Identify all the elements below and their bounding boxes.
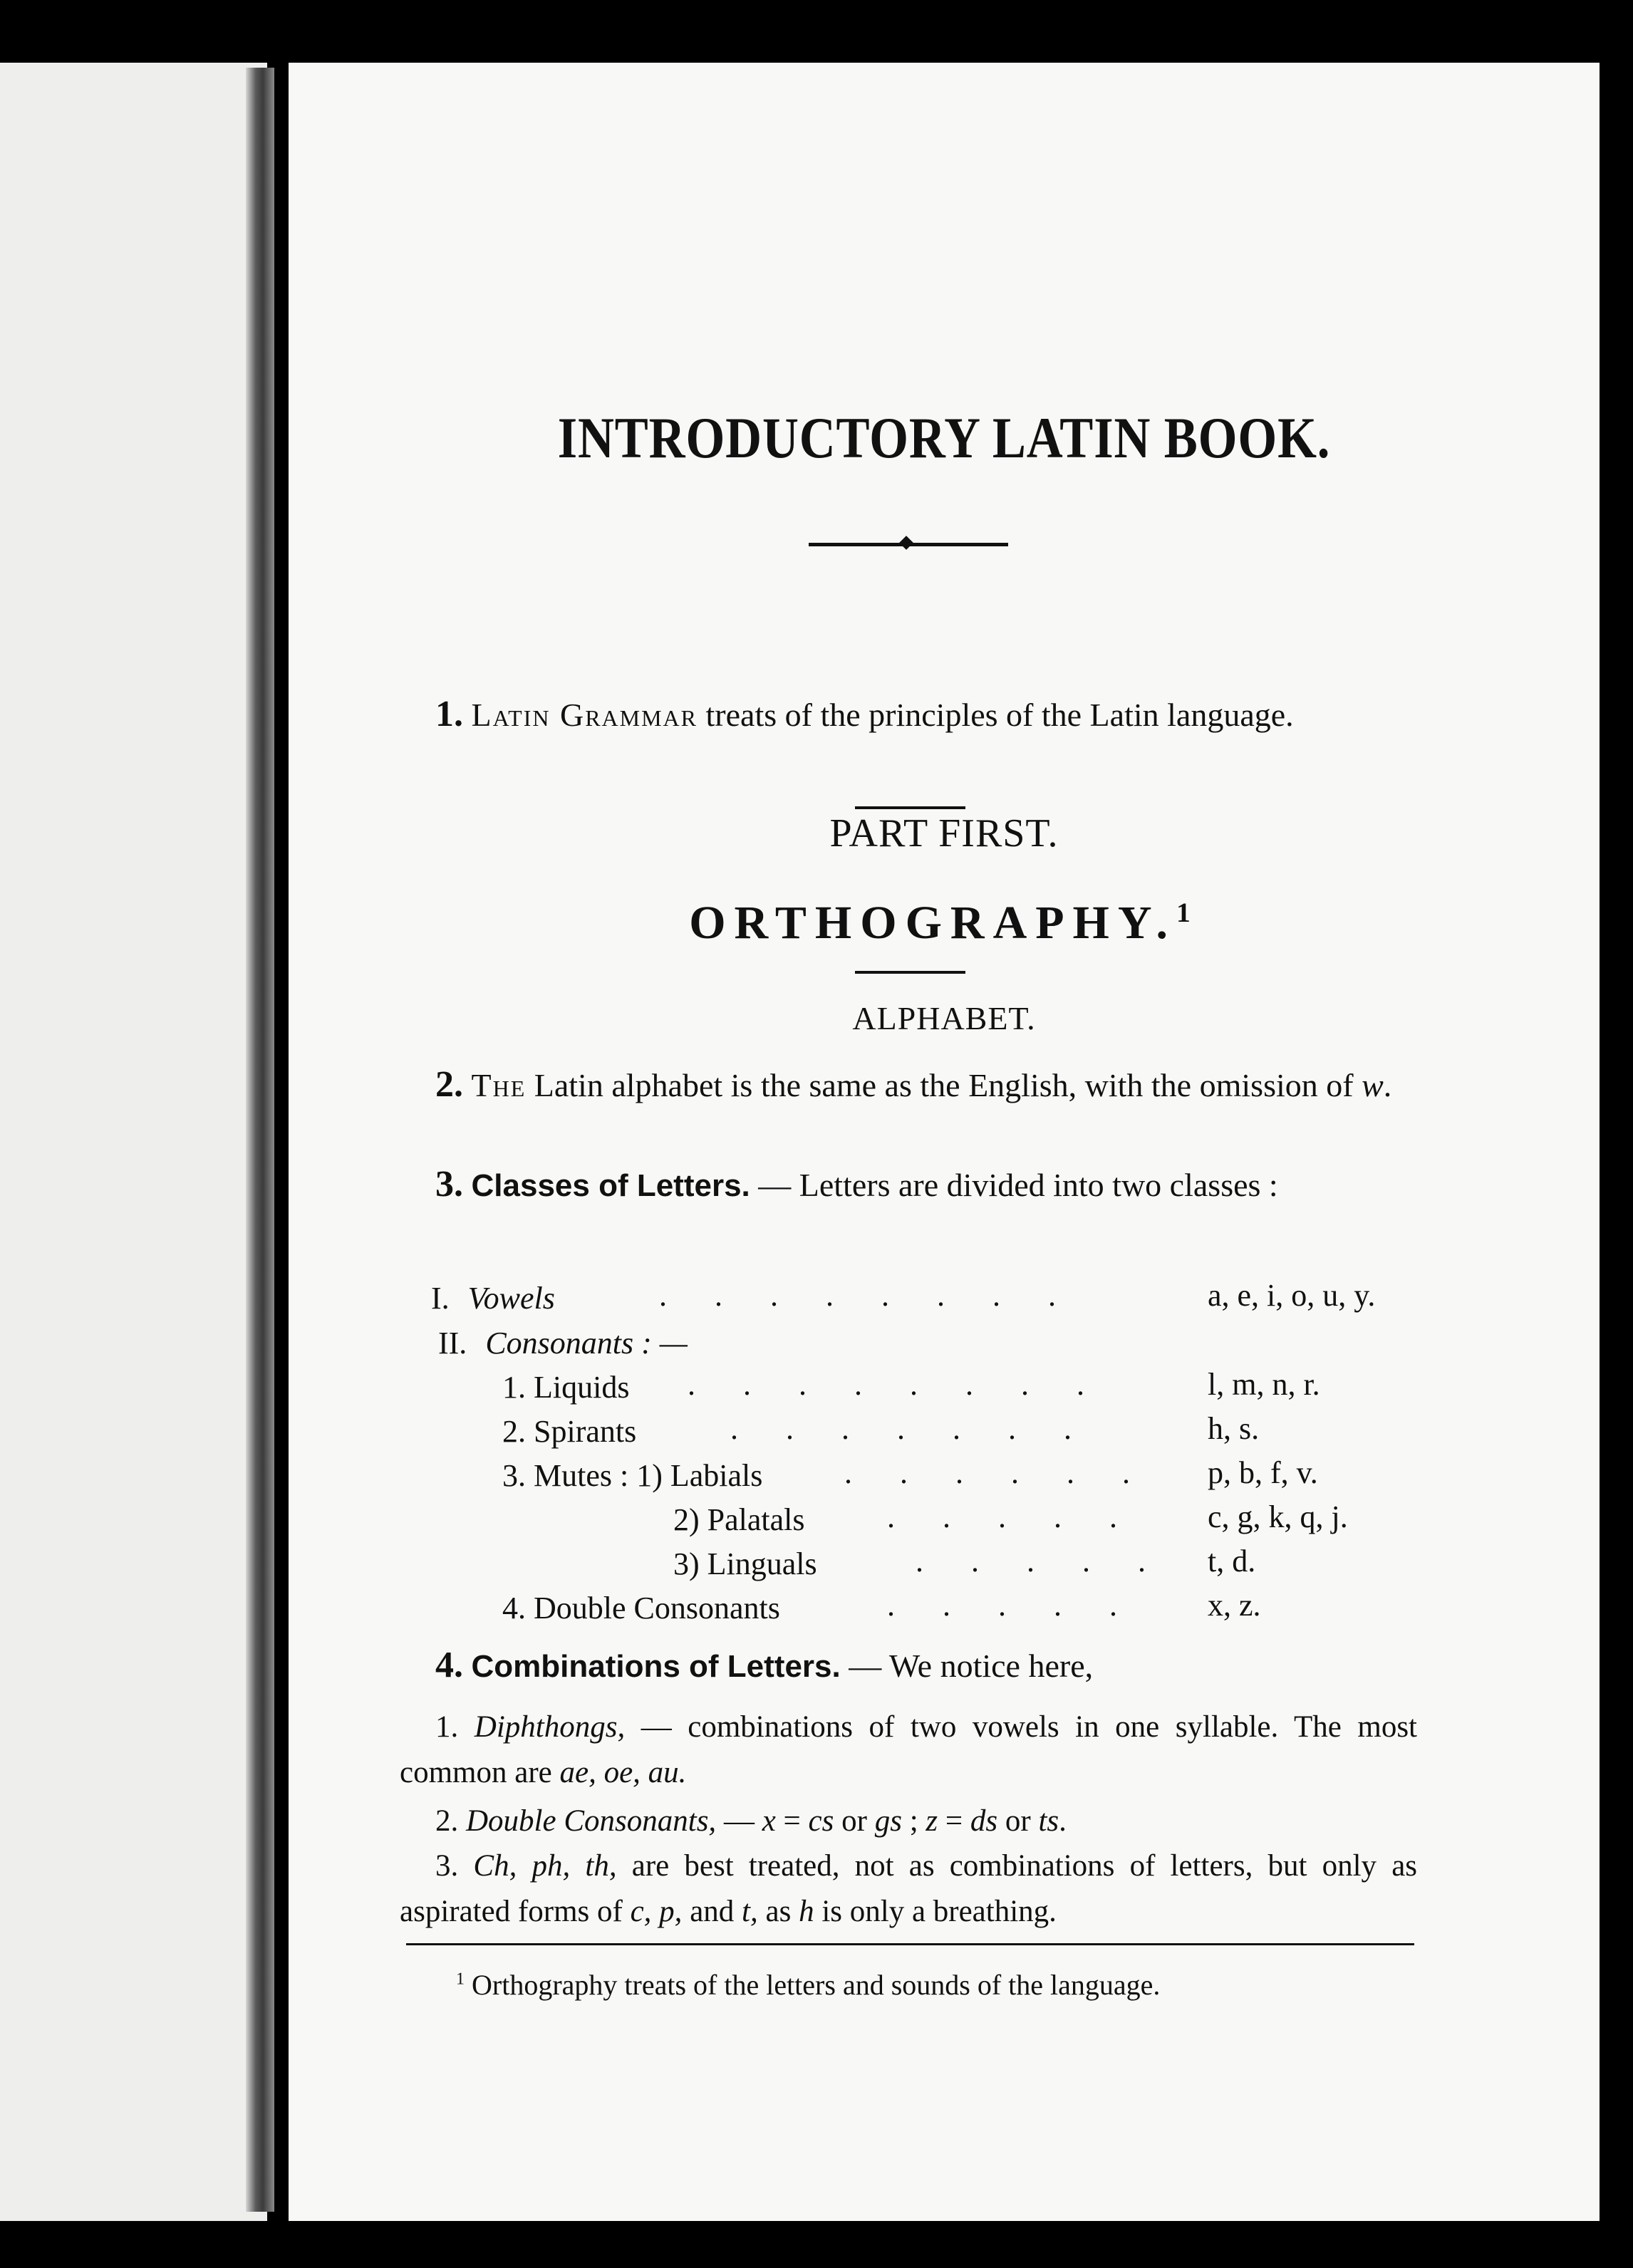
section-number: 2. xyxy=(435,1064,463,1105)
section-1-paragraph xyxy=(400,690,1417,740)
or: or xyxy=(834,1804,875,1838)
table-row xyxy=(431,1277,555,1320)
dash: — xyxy=(716,1804,762,1838)
section-4-heading: Combinations of Letters. xyxy=(471,1649,841,1684)
item-text: are best treated, not as combinations of letters, but only as aspirated forms of xyxy=(400,1849,1418,1928)
section-4-text: — We notice here, xyxy=(840,1648,1094,1684)
letter: ds xyxy=(970,1804,998,1838)
row-name: 2) Palatals xyxy=(673,1502,805,1537)
row-name: Double Consonants xyxy=(534,1591,780,1625)
leader-dots: . . . . . xyxy=(916,1544,1166,1578)
letters: c, p, xyxy=(630,1895,683,1928)
title-ornament-rule xyxy=(809,543,1008,546)
row-label: I. xyxy=(431,1281,450,1316)
section-2-paragraph xyxy=(400,1060,1417,1110)
table-row xyxy=(673,1543,817,1586)
row-name: Liquids xyxy=(534,1370,630,1405)
row-name: Vowels xyxy=(467,1281,555,1316)
term: Double Consonants, xyxy=(466,1804,717,1838)
section-1-text: treats of the principles of the Latin language. xyxy=(698,697,1294,733)
section-3-text: — Letters are divided into two classes : xyxy=(750,1167,1278,1203)
letter: gs xyxy=(874,1804,902,1838)
item-number: 1. xyxy=(435,1710,459,1744)
or: or xyxy=(997,1804,1039,1838)
footnote-text: Orthography treats of the letters and sounds of the language. xyxy=(465,1969,1161,2001)
row-value: l, m, n, r. xyxy=(1208,1367,1320,1402)
section-number: 3. xyxy=(435,1164,463,1205)
item-number: 2. xyxy=(435,1804,459,1838)
row-label: 3. xyxy=(502,1458,526,1493)
part-heading: PART FIRST. xyxy=(829,811,1059,855)
section-4-paragraph xyxy=(400,1640,1417,1692)
examples: ae, oe, au. xyxy=(559,1756,687,1789)
ornament-diamond xyxy=(899,536,913,550)
leader-dots: . . . . . xyxy=(887,1499,1137,1534)
leader-dots: . . . . . . xyxy=(844,1455,1150,1490)
item-text: is only a breathing. xyxy=(814,1895,1057,1928)
leader-dots: . . . . . . . . xyxy=(659,1278,1076,1313)
equals: = xyxy=(938,1804,970,1838)
table-row xyxy=(502,1587,780,1630)
section-number: 4. xyxy=(435,1645,463,1685)
item-text: — combinations of two vowels in one syllable. The most common are xyxy=(400,1710,1418,1789)
footnote xyxy=(456,1968,1160,2002)
row-value: c, g, k, q, j. xyxy=(1208,1499,1348,1534)
letter: z xyxy=(926,1804,938,1838)
row-label: II. xyxy=(438,1326,467,1361)
letter: h xyxy=(799,1895,814,1928)
item-number: 3. xyxy=(435,1849,459,1883)
section-2-end: . xyxy=(1383,1067,1392,1103)
row-value: t, d. xyxy=(1208,1544,1256,1578)
letter: cs xyxy=(808,1804,834,1838)
row-label: 2. xyxy=(502,1414,526,1449)
section-2-lead: The xyxy=(471,1067,527,1103)
combination-3 xyxy=(400,1843,1417,1935)
term: Diphthongs, xyxy=(474,1710,626,1744)
row-value: p, b, f, v. xyxy=(1208,1455,1318,1490)
left-page-edge xyxy=(0,63,267,2221)
row-label: 4. xyxy=(502,1591,526,1625)
leader-dots: . . . . . . . . xyxy=(688,1367,1104,1402)
and: and xyxy=(682,1895,742,1928)
alphabet-heading: ALPHABET. xyxy=(852,1000,1036,1036)
section-3-heading: Classes of Letters. xyxy=(471,1168,750,1203)
row-name: Mutes : 1) Labials xyxy=(534,1458,763,1493)
equals: = xyxy=(775,1804,809,1838)
leader-dots: . . . . . . . xyxy=(730,1411,1092,1446)
footnote-marker: 1 xyxy=(1176,897,1199,928)
section-1-lead: Latin Grammar xyxy=(471,697,698,733)
letter-w: w xyxy=(1362,1067,1384,1103)
letter: t, xyxy=(742,1895,758,1928)
as: as xyxy=(757,1895,799,1928)
combination-1 xyxy=(400,1705,1417,1796)
row-value: x, z. xyxy=(1208,1588,1261,1623)
section-number: 1. xyxy=(435,694,463,734)
book-gutter xyxy=(246,68,274,2212)
table-row xyxy=(502,1366,629,1409)
row-name: Spirants xyxy=(534,1414,637,1449)
section-3-paragraph xyxy=(400,1160,1417,1211)
book-page xyxy=(289,63,1600,2221)
table-row xyxy=(502,1410,636,1453)
table-row xyxy=(673,1499,805,1541)
row-name: 3) Linguals xyxy=(673,1546,817,1581)
footnote-mark: 1 xyxy=(456,1970,465,1989)
divider-rule xyxy=(855,971,965,974)
table-row xyxy=(438,1322,688,1365)
combination-2 xyxy=(400,1799,1417,1844)
divider-rule xyxy=(855,806,965,809)
letter: ts xyxy=(1038,1804,1059,1838)
table-row xyxy=(502,1455,762,1497)
letter: x xyxy=(762,1804,776,1838)
leader-dots: . . . . . xyxy=(887,1588,1137,1623)
period: . xyxy=(1059,1804,1067,1838)
orthography-heading-text: ORTHOGRAPHY. xyxy=(689,897,1176,949)
row-value: h, s. xyxy=(1208,1411,1260,1446)
term: Ch, ph, th, xyxy=(473,1849,617,1883)
row-value: a, e, i, o, u, y. xyxy=(1208,1278,1376,1313)
footnote-rule xyxy=(406,1943,1414,1945)
row-label: 1. xyxy=(502,1370,526,1405)
orthography-heading xyxy=(289,896,1600,950)
section-2-text: Latin alphabet is the same as the English, with the omission of xyxy=(526,1067,1362,1103)
page-title: INTRODUCTORY LATIN BOOK. xyxy=(557,405,1331,470)
separator: ; xyxy=(901,1804,926,1838)
row-name: Consonants : — xyxy=(485,1326,688,1361)
